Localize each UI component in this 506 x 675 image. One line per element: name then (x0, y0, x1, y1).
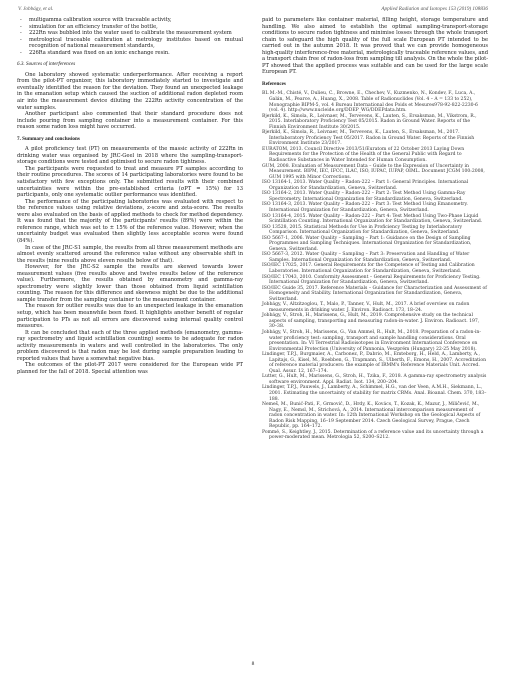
reference-item[interactable]: EURATOM, 2013. Council Directive 2013/51/Euratom of 22 October 2013 Laying Down Requirements for the Protection of the Health of the General Public with Regard to Radioactive Substances in Water Intended for Human Consumption. (262, 146, 465, 164)
reference-item[interactable]: ISO/IEC Guide 35, 2017. Reference Materials – Guidance for Characterization and Assessment of Homogeneity and Stability. International Organization for Standardization, Geneva, Switzerland. (262, 285, 487, 302)
reference-item[interactable]: Bjerkild, K., Simola, R., Leivnaer, M., Tervevens, K., Lauten, S., Ersaksman, M., Vikstrom, R., 2015. Interlaboratory Proficiency Test 05/2015. Radon in Ground Water. Reports of the Finnish Environment Institute 30/2015. (262, 113, 477, 130)
reference-item[interactable]: ISO 13164-1, 2013. Water Quality – Radon-222 – Part 1: General Principles. International Organization for Standardization, Geneva, Switzerland. (262, 180, 469, 191)
header-journal: Applied Radiation and Isotopes 153 (2019) 108836 (381, 6, 488, 12)
calibration-list (17, 17, 243, 56)
paragraph: paid to parameters like container material, filling height, storage temperature and handling. We also aimed to establish the optimal sampling-transport-storage conditions to secure radon tightness and minimise losses through the whole transport chain to safeguard the high quality of the full scale European PT intended to be carried out in the autumn 2018. It was proved that we can provide homogeneous high-quality interference-free material, metrologically traceable reference values, and a transport chain free of radon-loss from sampling till analysis. On the whole the pilot-PT showed that the applied process was suitable and can be used for the large scale European PT. (262, 17, 488, 76)
paragraph: It can be concluded that each of the three applied methods (emanometry, gamma-ray spectrometry and liquid scintillation counting) seems to be adequate for radon activity measurements in waters and well controlled in the laboratories. The only problem discovered is that radon may be lost during sample preparation leading to reported values that have a somewhat negative bias. (17, 329, 243, 362)
reference-item[interactable]: ISO/IEC 17025, 2017. General Requirements for the Competence of Testing and Calibration Laboratories. International Organization for Standardization, Geneva, Switzerland. (262, 263, 475, 274)
running-header (18, 4, 488, 14)
reference-item[interactable]: Bjerkild, K., Simola, R., Leivnaer, M., Tervevens, K., Lauten, S., Ersaksman, M., 2017. Interlaboratory Proficiency Test 05/2017. Radon in Ground Water. Reports of the Finnish Environment Institute 23/2017. (262, 130, 475, 147)
reference-item[interactable]: Jobbágy, V., Stroh, H., Marissens, G., Hult, M., 2019. Comprehensive study on the technical aspects of sampling, transporting and measuring radon-in-water. J. Environ. Radioact. 197, 30–38. (262, 313, 480, 330)
page-number: 8 (251, 661, 255, 667)
list-item: - 222Rn was bubbled into the water used to calibrate the measurement system (17, 30, 243, 37)
paragraph: The performance of the participating laboratories was evaluated with respect to the reference values using relative deviations, z-score and zeta-score. The results were also evaluated on the basis of applied methods to check for method dependency. It was found that the majority of the participants' results (89%) were within the reference range, which was set to ± 15% of the reference value. However, when the uncertainty budget was evaluated then slightly less acceptable scores were found (84%). (17, 198, 243, 244)
reference-item[interactable]: ISO 13164-4, 2015. Water Quality – Radon-222 – Part 4: Test Method Using Two-Phase Liquid Scintillation Counting. International Organization for Standardization, Geneva, Switzerland. (262, 213, 483, 225)
paragraph: However, for the JRC-S2 sample the results are skewed towards lower measurement values (five results above and twelve results below of the reference value). Furthermore, the results obtained by emanometry and gamma-ray spectrometry were slightly lower than those obtained from liquid scintillation counting. The reason for this difference and skewness might be due to the additional sample transfer from the sampling container to the measurement container. (17, 264, 243, 303)
list-item: - metrological traceable calibration at metrology institutes based on mutual recognition of national measurement standards, (17, 37, 243, 50)
list-item: - multigamma calibration source with traceable activity, (17, 17, 243, 24)
list-item: - simulation for an efficiency transfer of the bottle, (17, 24, 243, 31)
section-heading-summary: 7. Summary and conclusions (17, 135, 80, 142)
reference-item[interactable]: Lindinger, T.P.J., Pauwels, J., Lamberty, A., Schimmel, H.G., van der Veen, A.M.H., Siekmann, L., 2001. Estimating the uncertainty of stability for matrix CRMs. Anal. Bioanal. Chem. 370, 183–188. (262, 385, 487, 402)
list-item: - 226Ra standard was fixed on an ionic exchange resin. (17, 50, 243, 57)
paragraph: In case of the JRC-S1 sample, the results from all three measurement methods are almost evenly scattered around the reference value without any observable shift in the results (nine results above eleven results below of that). (17, 244, 243, 264)
reference-item[interactable]: Nemeš, M., Bunić-Pati, F., Grmović, D., Hrdy, K., Kovács, T., Kozak, K., Mazur, J., Miličević, M., Nagy, E., Nemsl, M., Strichová, A., 2014. International intercomparison measurement of radon concentration in water. In: 12th International Workshop on the Geological Aspects of Radon Risk Mapping, 16–19 September 2014. Czech Geological Survey, Prague, Czech Republic, pp. 164–172. (262, 402, 481, 430)
references-heading: References (262, 80, 286, 87)
reference-item[interactable]: Pommé, S., Keightley, J., 2015. Determination of a reference value and its uncertainty through a power-moderated mean. Metrologia 52, S200–S212. (262, 429, 484, 441)
reference-item[interactable]: GUM, 2008. Evaluation of Measurement Data – Guide to the Expression of Uncertainty in Measurement. BIPM, IEC, IFCC, ILAC, ISO, IUPAC, IUPAP, OIML. Document JCGM 100:2008, GUM 1995 with Minor Corrections. (262, 163, 485, 180)
reference-item[interactable]: Jobbágy, V., Stroh, H., Marissens, G., Van Ammel, R., Hult, M., 2018. Preparation of a radon-in-water proficiency test: sampling, transport and sample handling considerations. Oral presentation. In: VI Terrestrial Radioisotopes in Environment International Conference on Environmental Protection (University of Pannonia, Veszprém (Hungary) 22-25 May 2018). (262, 329, 481, 352)
reference-item[interactable]: ISO 13528, 2015. Statistical Methods for Use in Proficiency Testing by Interlaboratory Comparison. International Organization for Standardization, Geneva, Switzerland. (262, 224, 463, 236)
section-heading-interferences: 6.3. Sources of interferences (17, 61, 76, 68)
reference-item[interactable]: Lindinger, T.P.J., Burgmaier, A., Carbonez, P., Dabrio, M., Emteborg, H., Held, A., Lamberty, A., Lapitajs, G., Kisel, M., Roebben, G., Trapmann, S., Ulberth, F., Emons, H., 2007. Accreditation of reference material producers: the example of IRMM's Reference Materials Unit. Accred. Qual. Assur. 12, 167–174. (262, 352, 487, 374)
paragraph: The participants were requested to treat and measure PT samples according to their routine procedures. The scores of 14 participating laboratories were found to be satisfactory with few exceptions only. The submitted results with their combined uncertainties were within the pre-established criteria (σPT = 15%) for 13 participants, only one systematic outlier performance was identified. (17, 165, 243, 199)
reference-item[interactable]: Jobbágy, V., Altzitzoglou, T., Malo, P., Tanner, V., Hult, M., 2017. A brief overview on radon measurements in drinking water. J. Environ. Radioact. 173, 18–24. (262, 302, 470, 313)
header-authors: V. Jobbágy, et al. (18, 6, 54, 12)
right-column (262, 17, 488, 441)
reference-item[interactable]: ISO 5667-1, 2006. Water Quality – Sampling – Part 1: Guidance on the Design of Sampling Programmes and Sampling Techniques. International Organization for Standardization, Geneva, Switzerland. (262, 235, 472, 252)
left-column (17, 17, 243, 375)
reference-item[interactable]: ISO 13164-3, 2013. Water Quality – Radon-222 – Part 3: Test Method Using Emanometry. International Organization for Standardization, Geneva, Switzerland. (262, 202, 468, 213)
reference-list (262, 91, 488, 440)
paragraph: Another participant also commented that their standard procedure does not include pouring from sampling container into a measurement container. For this reason some radon loss might have occurred. (17, 111, 243, 131)
reference-item[interactable]: ISO/IEC 17043, 2010. Conformity Assessment – General Requirements for Proficiency Testing. International Organization for Standardization, Geneva, Switzerland. (262, 274, 481, 286)
paragraph: A pilot proficiency test (PT) on measurements of the massic activity of 222Rn in drinking water was organised by JRC-Geel in 2018 where the sampling-transport-storage conditions were tested and optimised to secure radon tightness. (17, 146, 243, 166)
paragraph: One laboratory showed systematic underperformance. After receiving a report from the pilot-PT organizer, this laboratory immediately started to investigate and eventually identified the reason for the deviation. They found an unexpected leakage in the emanation setup which caused the suction of additional radon depleted room air into the measurement device diluting the 222Rn activity concentration of the water samples. (17, 71, 243, 111)
paragraph: The reason for outlier results was due to an unexpected leakage in the emanation setup, which has been meanwhile been fixed. It highlights another benefit of regular participation to PTs as not all errors are discovered using internal quality control measures. (17, 303, 243, 330)
reference-item[interactable]: ISO 5667-3, 2012. Water Quality – Sampling – Part 3: Preservation and Handling of Water Samples. International Organization for Standardization, Geneva, Switzerland. (262, 252, 470, 263)
reference-item[interactable]: BL M.-M., Chisté, V., Dulieu, C., Browne, E., Chechev, V., Kuzmenko, N., Kondev, F., Luca, A., Galán, M., Pearce, A., Huang, X., 2008. Table of Radionuclides (Vol. 4 – A = 133 to 252), Monographie BIPM-5, vol. 4 Bureau International des Poids et Mesures978-92-822-2230-6 (vol. 4). http://www.nucleide.org/DDEP_WG/DDEPdata.htm. (262, 91, 478, 114)
reference-item[interactable]: Lutter, G., Hult, M., Marissens, G., Stroh, H., Tzika, F., 2018. A gamma-ray spectrometry analysis software environment. Appl. Radiat. Isot. 134, 200–204. (262, 374, 487, 385)
reference-item[interactable]: ISO 13164-2, 2013. Water Quality – Radon-222 – Part 2: Test Method Using Gamma-Ray Spectrometry. International Organization for Standardization, Geneva, Switzerland. (262, 191, 466, 202)
paragraph: The outcomes of the pilot-PT 2017 were considered for the European wide PT planned for the fall of 2018. Special attention was (17, 362, 243, 375)
